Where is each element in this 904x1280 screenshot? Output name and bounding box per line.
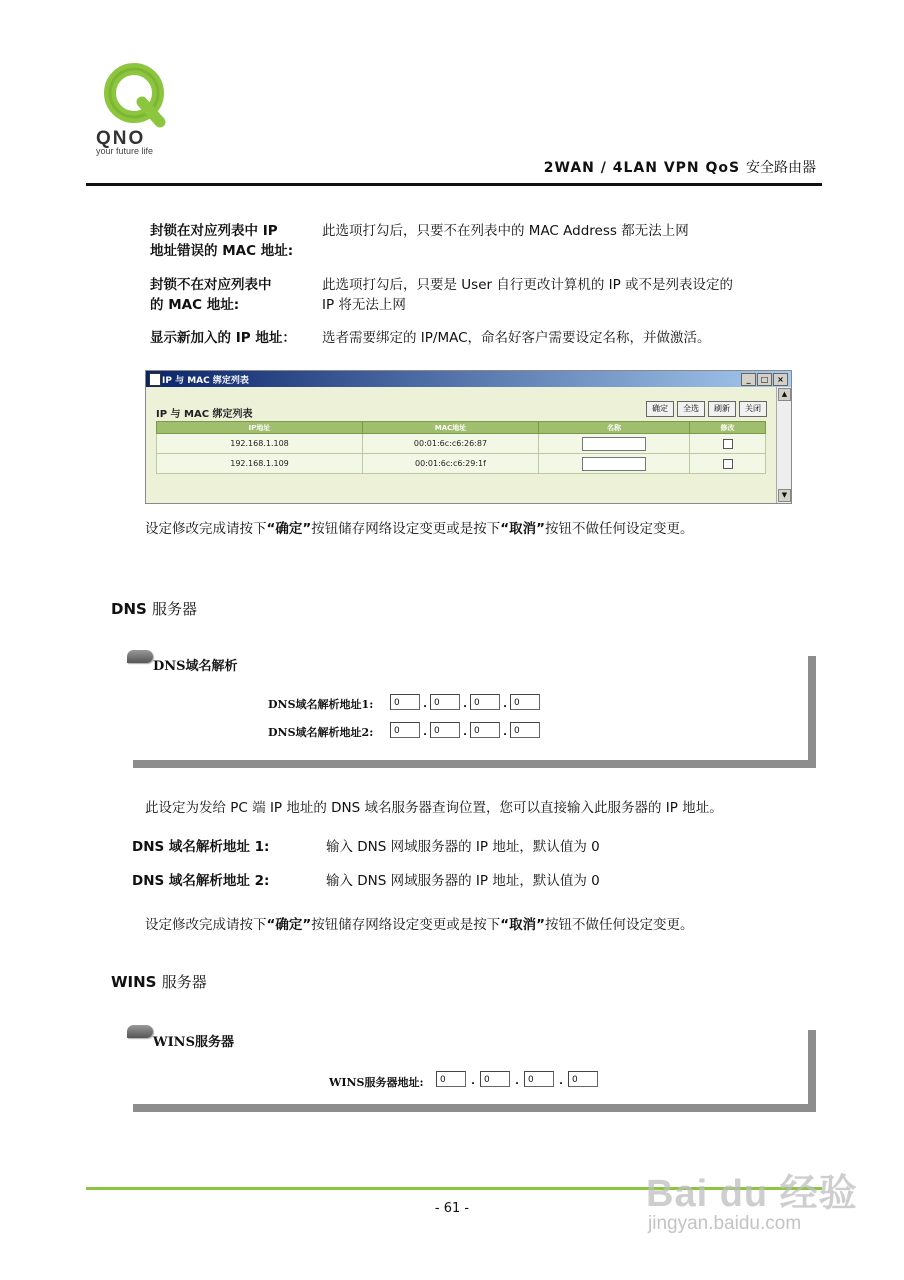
ip-octet-input[interactable]: 0 [390, 722, 420, 738]
note-text: 设定修改完成请按下 [145, 917, 267, 933]
binding-table [156, 421, 766, 474]
desc-show-new-ip: 选者需要绑定的 IP/MAC，命名好客户需要设定名称，并做激活。 [322, 330, 711, 346]
scroll-up-icon[interactable]: ▲ [778, 388, 791, 401]
ip-octet-input[interactable]: 0 [568, 1071, 598, 1087]
wins-address [436, 1070, 598, 1087]
note-cancel-label: “取消” [500, 521, 545, 537]
qno-q-logo-icon [96, 60, 176, 130]
dns-term-2: DNS 域名解析地址 2: [132, 873, 270, 889]
modify-checkbox[interactable] [723, 439, 733, 449]
ip-octet-input[interactable]: 0 [430, 722, 460, 738]
term-line: 封锁不在对应列表中 [150, 277, 272, 293]
note-text: 按钮储存网络设定变更或是按下 [311, 917, 501, 933]
wins-panel-tab-icon [127, 1025, 153, 1038]
baidu-watermark-logo: Bai du 经验 [646, 1173, 858, 1215]
baidu-watermark-url: jingyan.baidu.com [648, 1213, 802, 1234]
ip-dot: . [463, 727, 467, 738]
confirm-button[interactable]: 确定 [646, 401, 674, 417]
desc-line: 此选项打勾后，只要不在列表中的 MAC Address 都无法上网 [322, 223, 689, 239]
term-block-wrong-mac [150, 221, 293, 261]
close-button[interactable]: 关闭 [739, 401, 767, 417]
window-titlebar [146, 371, 791, 387]
maximize-icon[interactable]: □ [757, 373, 772, 386]
ip-dot: . [503, 699, 507, 710]
col-modify: 修改 [690, 422, 766, 434]
ip-octet-input[interactable]: 0 [510, 722, 540, 738]
ip-octet-input[interactable]: 0 [524, 1071, 554, 1087]
note-ok-label: “确定” [266, 917, 312, 933]
window-title: IP 与 MAC 绑定列表 [162, 376, 249, 386]
modify-cell [690, 434, 766, 454]
desc-line: 此选项打勾后，只要是 User 自行更改计算机的 IP 或不是列表设定的 [322, 277, 734, 293]
refresh-button[interactable]: 刷新 [708, 401, 736, 417]
wins-panel-right-border [808, 1030, 816, 1112]
vertical-scrollbar[interactable] [776, 387, 791, 503]
note-ok-label: “确定” [266, 521, 312, 537]
ip-dot: . [471, 1076, 475, 1087]
note-text: 设定修改完成请按下 [145, 521, 267, 537]
dns-panel-right-border [808, 656, 816, 768]
name-input[interactable] [582, 457, 646, 471]
scroll-down-icon[interactable]: ▼ [778, 489, 791, 502]
document-title-cn: 安全路由器 [746, 160, 816, 176]
ip-cell: 192.168.1.108 [157, 434, 363, 454]
ip-dot: . [423, 699, 427, 710]
binding-button-row [646, 401, 767, 417]
wins-field-label: WINS服务器地址: [329, 1076, 424, 1089]
mac-cell: 00:01:6c:c6:29:1f [363, 454, 539, 474]
ip-dot: . [503, 727, 507, 738]
dns-panel-tab-icon [127, 650, 153, 663]
logo-text: QNO [96, 128, 146, 149]
term-line: 地址错误的 MAC 地址: [150, 243, 294, 259]
note-text: 按钮不做任何设定变更。 [545, 521, 694, 537]
mac-cell: 00:01:6c:c6:26:87 [363, 434, 539, 454]
ip-cell: 192.168.1.109 [157, 454, 363, 474]
table-row [157, 454, 766, 474]
ip-dot: . [515, 1076, 519, 1087]
logo-tagline: your future life [96, 146, 154, 156]
document-title-en: 2WAN / 4LAN VPN QoS [543, 160, 741, 176]
dns-intro: 此设定为发给 PC 端 IP 地址的 DNS 域名服务器查询位置，您可以直接输入此服务器的 IP 地址。 [145, 800, 723, 816]
wins-section-title [111, 971, 207, 992]
dns-address-1 [390, 693, 540, 710]
save-note-1 [145, 519, 694, 539]
ip-dot: . [559, 1076, 563, 1087]
desc-block-wrong-mac [322, 221, 689, 241]
name-cell [539, 434, 690, 454]
ip-dot: . [423, 727, 427, 738]
note-text: 按钮储存网络设定变更或是按下 [311, 521, 501, 537]
close-icon[interactable]: × [773, 373, 788, 386]
modify-checkbox[interactable] [723, 459, 733, 469]
dns-desc-1: 输入 DNS 网域服务器的 IP 地址，默认值为 0 [326, 839, 600, 855]
page-number: - 61 - [434, 1201, 470, 1216]
ip-octet-input[interactable]: 0 [480, 1071, 510, 1087]
term-block-not-in-list [150, 275, 272, 315]
ip-dot: . [463, 699, 467, 710]
dns-field1-label: DNS域名解析地址1: [268, 698, 374, 711]
col-ip: IP地址 [157, 422, 363, 434]
section-title-en: DNS [111, 600, 147, 618]
dns-field2-label: DNS域名解析地址2: [268, 726, 374, 739]
ip-mac-binding-window [145, 370, 792, 504]
term-line: 封锁在对应列表中 IP [150, 223, 278, 239]
dns-section-title [111, 598, 197, 619]
save-note-2 [145, 915, 694, 935]
desc-block-not-in-list [322, 275, 733, 315]
ip-octet-input[interactable]: 0 [470, 694, 500, 710]
note-text: 按钮不做任何设定变更。 [545, 917, 694, 933]
ip-octet-input[interactable]: 0 [510, 694, 540, 710]
document-title [544, 157, 816, 177]
section-title-en: WINS [111, 973, 157, 991]
ip-octet-input[interactable]: 0 [470, 722, 500, 738]
dns-address-2 [390, 721, 540, 738]
col-mac: MAC地址 [363, 422, 539, 434]
name-input[interactable] [582, 437, 646, 451]
binding-panel-title: IP 与 MAC 绑定列表 [156, 409, 253, 420]
name-cell [539, 454, 690, 474]
header-divider [86, 183, 822, 186]
note-cancel-label: “取消” [500, 917, 545, 933]
ip-octet-input[interactable]: 0 [390, 694, 420, 710]
wins-panel-label: WINS服务器 [153, 1035, 234, 1050]
desc-line: IP 将无法上网 [322, 297, 406, 313]
dns-panel-bottom-border [133, 760, 816, 768]
dns-desc-2: 输入 DNS 网域服务器的 IP 地址，默认值为 0 [326, 873, 600, 889]
select-all-button[interactable]: 全选 [677, 401, 705, 417]
term-show-new-ip: 显示新加入的 IP 地址： [150, 330, 296, 346]
dns-term-1: DNS 域名解析地址 1: [132, 839, 270, 855]
window-icon [149, 373, 161, 386]
section-title-cn: 服务器 [161, 973, 207, 991]
modify-cell [690, 454, 766, 474]
col-name: 名称 [539, 422, 690, 434]
term-line: 的 MAC 地址: [150, 297, 240, 313]
dns-panel-label: DNS域名解析 [153, 659, 238, 674]
wins-panel-bottom-border [133, 1104, 816, 1112]
table-row [157, 434, 766, 454]
ip-octet-input[interactable]: 0 [436, 1071, 466, 1087]
table-header-row [157, 422, 766, 434]
window-controls [741, 373, 788, 386]
ip-octet-input[interactable]: 0 [430, 694, 460, 710]
minimize-icon[interactable]: _ [741, 373, 756, 386]
section-title-cn: 服务器 [152, 600, 198, 618]
